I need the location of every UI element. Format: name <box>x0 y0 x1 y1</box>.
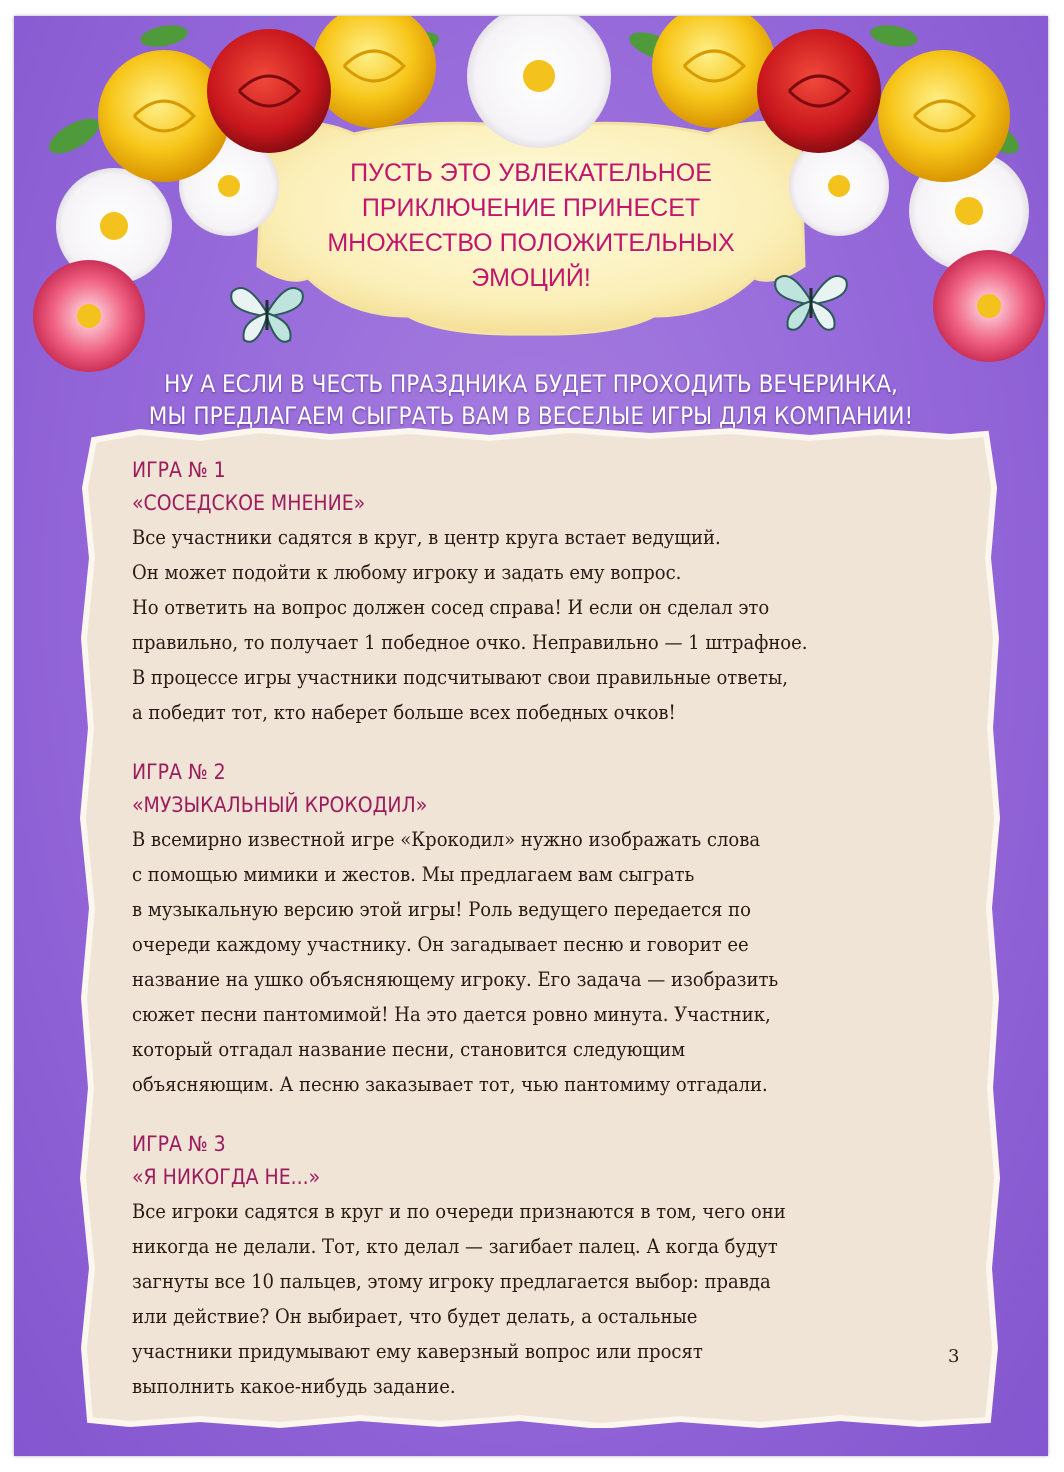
game-description: Все участники садятся в круг, в центр круга встает ведущий. Он может подойти к любому игроку и задать ему вопрос. Но ответить на вопрос должен сосед справа! И если он сделал это правильно, то получает 1 победное очко. Неправильно — 1 штрафное. В процессе игры участники подсчитывают свои правильные ответы, а победит тот, кто наберет больше всех победных очков! <box>132 525 808 724</box>
invitation-line: МЫ ПРЕДЛАГАЕМ СЫГРАТЬ ВАМ В ВЕСЕЛЫЕ ИГРЫ ДЛЯ КОМПАНИИ! <box>148 402 914 430</box>
game-number: ИГРА № 2 <box>132 760 226 784</box>
game-title: «СОСЕДСКОЕ МНЕНИЕ» <box>132 491 366 515</box>
game-number: ИГРА № 3 <box>132 1132 226 1156</box>
games-list <box>132 454 952 1430</box>
page-number: 3 <box>948 1346 960 1367</box>
butterfly-icon <box>226 278 308 348</box>
game-description: Все игроки садятся в круг и по очереди признаются в том, чего они никогда не делали. Тот, кто делал — загибает палец. А когда будут загнуты все 10 пальцев, этому игроку предлагается выбор: правда или действие? Он выбирает, что будет делать, а остальные участники придумывают ему каверзный вопрос или просят выполнить какое-нибудь задание. <box>132 1199 786 1398</box>
game-number: ИГРА № 1 <box>132 458 226 482</box>
party-invitation <box>54 368 1008 432</box>
game-block <box>132 756 952 1102</box>
game-description: В всемирно известной игре «Крокодил» нужно изображать слова с помощью мимики и жестов. Мы предлагаем вам сыграть в музыкальную версию этой игры! Роль ведущего передается по очереди каждому участнику. Он загадывает песню и говорит ее название на ушко объясняющему игроку. Его задача — изобразить сюжет песни пантомимой! На это дается ровно минута. Участник, который отгадал название песни, становится следующим объясняющим. А песню заказывает тот, чью пантомиму отгадали. <box>132 827 779 1096</box>
banner-message: ПУСТЬ ЭТО УВЛЕКАТЕЛЬНОЕ ПРИКЛЮЧЕНИЕ ПРИНЕСЕТ МНОЖЕСТВО ПОЛОЖИТЕЛЬНЫХ ЭМОЦИЙ! <box>327 159 735 292</box>
game-block <box>132 454 952 730</box>
butterfly-icon <box>770 266 852 336</box>
game-title: «МУЗЫКАЛЬНЫЙ КРОКОДИЛ» <box>132 793 428 817</box>
invitation-line: НУ А ЕСЛИ В ЧЕСТЬ ПРАЗДНИКА БУДЕТ ПРОХОДИТЬ ВЕЧЕРИНКА, <box>164 370 898 398</box>
game-block <box>132 1128 952 1404</box>
game-title: «Я НИКОГДА НЕ...» <box>132 1165 321 1189</box>
